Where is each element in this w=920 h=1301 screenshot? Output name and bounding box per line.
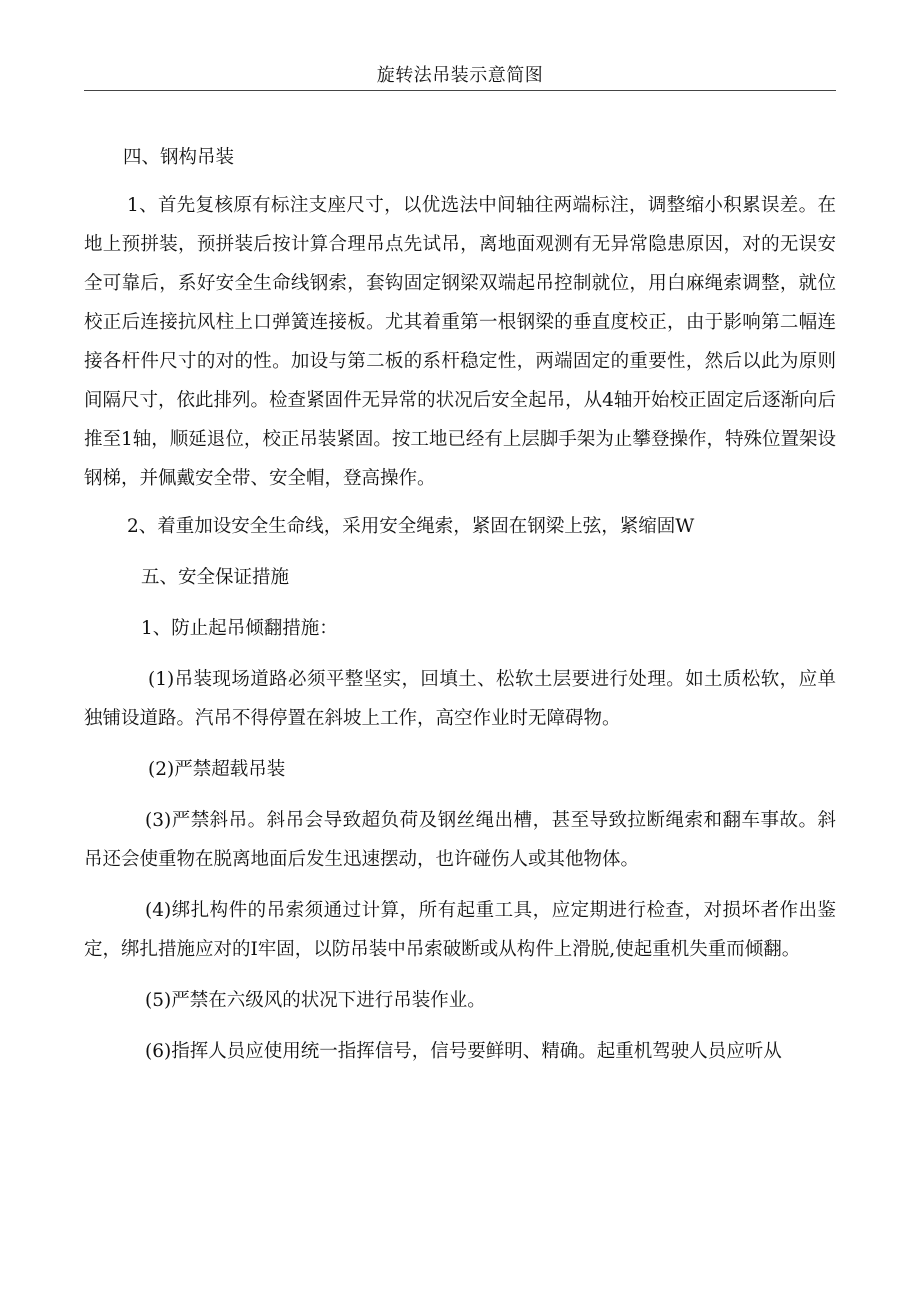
list-item-sling-calculation: (4)绑扎构件的吊索须通过计算，所有起重工具，应定期进行检查，对损坏者作出鉴定，绑扎措施应对的I牢固，以防吊装中吊索破断或从构件上滑脱,使起重机失重而倾翻。	[84, 900, 836, 960]
list-item-signals: (6)指挥人员应使用统一指挥信号，信号要鲜明、精确。起重机驾驶人员应听从	[145, 1041, 782, 1062]
section-heading-steel-hoisting: 四、钢构吊装	[123, 147, 235, 168]
paragraph-steel-hoisting-1: 1、首先复核原有标注支座尺寸，以优选法中间轴往两端标注，调整缩小积累误差。在地上预拼装，预拼装后按计算合理吊点先试吊，离地面观测有无异常隐患原因，对的无误安全可靠后，系好安全生命线钢索，套钩固定钢梁双端起吊控制就位，用白麻绳索调整，就位校正后连接抗风柱上口弹簧连接板。尤其着重第一根钢梁的垂直度校正，由于影响第二幅连接各杆件尺寸的对的性。加设与第二板的系杆稳定性，两端固定的重要性，然后以此为原则间隔尺寸，依此排列。检查紧固件无异常的状况后安全起吊，从4轴开始校正固定后逐渐向后推至1轴，顺延退位，校正吊装紧固。按工地已经有上层脚手架为止攀登操作，特殊位置架设钢梯，并佩戴安全带、安全帽，登高操作。	[84, 195, 836, 489]
document-body	[84, 138, 836, 1071]
list-item-wind-limit: (5)严禁在六级风的状况下进行吊装作业。	[145, 990, 486, 1011]
running-header-title: 旋转法吊装示意简图	[84, 62, 836, 91]
list-item-no-oblique-lift: (3)严禁斜吊。斜吊会导致超负荷及钢丝绳出槽，甚至导致拉断绳索和翻车事故。斜吊还会使重物在脱离地面后发生迅速摆动，也许碰伤人或其他物体。	[84, 810, 836, 870]
subheading-anti-overturn: 1、防止起吊倾翻措施：	[141, 618, 338, 639]
list-item-road-requirements: (1)吊装现场道路必须平整坚实，回填土、松软土层要进行处理。如土质松软，应单独铺设道路。汽吊不得停置在斜坡上工作，高空作业时无障碍物。	[84, 669, 836, 729]
paragraph-steel-hoisting-2: 2、着重加设安全生命线，采用安全绳索，紧固在钢梁上弦，紧缩固W	[127, 516, 695, 537]
list-item-no-overload: (2)严禁超载吊装	[148, 759, 286, 780]
section-heading-safety-measures: 五、安全保证措施	[141, 567, 290, 588]
